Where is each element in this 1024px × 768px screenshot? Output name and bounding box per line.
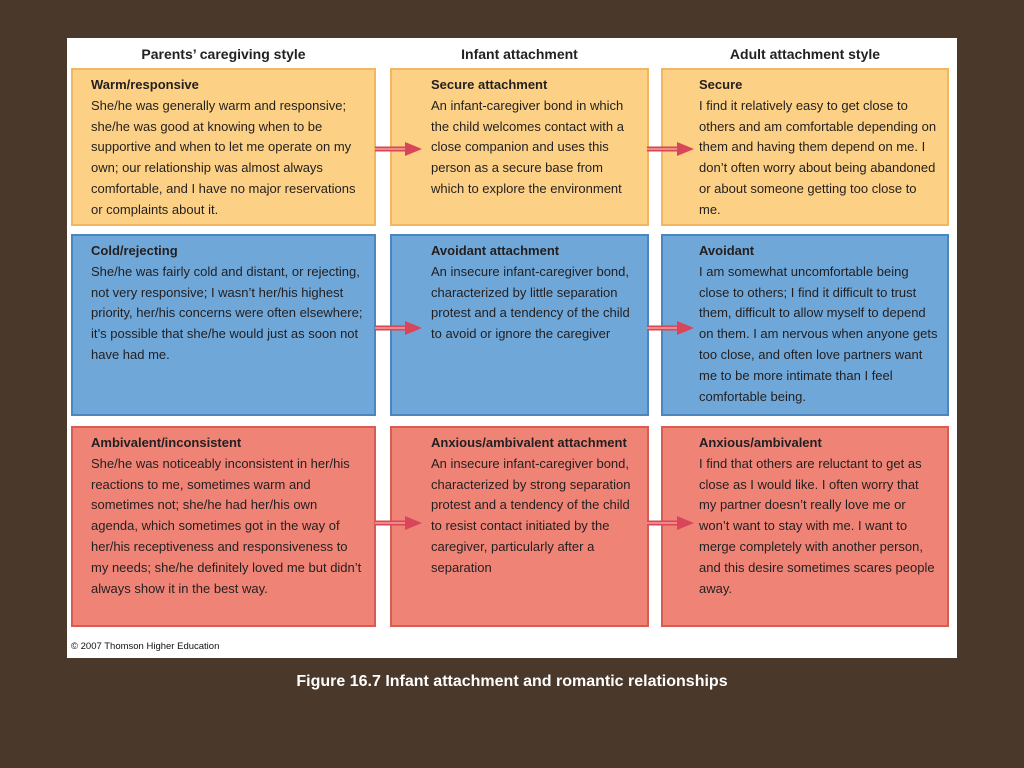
arrow-right-icon [375, 320, 423, 336]
box-body: I find that others are reluctant to get as close as I would like. I often worry that my partner doesn’t really love me or won’t want to stay with me. I want to merge completely with another person, and this desire sometimes scares people away. [699, 455, 935, 596]
header-infant-attachment: Infant attachment [461, 46, 578, 62]
box-body: She/he was generally warm and responsive; she/he was good at knowing when to be supportive and when to let me operate on my own; our relationship was almost always comfortable, and I have no major reservations or complaints about it. [91, 97, 356, 217]
header-parents-caregiving-style: Parents’ caregiving style [141, 46, 306, 62]
box-title: Avoidant [699, 243, 755, 258]
arrow-right-icon [375, 141, 423, 157]
box-title: Anxious/ambivalent attachment [431, 435, 627, 450]
box-ambivalent-inconsistent [71, 426, 376, 627]
box-title: Ambivalent/inconsistent [91, 435, 242, 450]
box-avoidant-attachment [390, 234, 649, 416]
box-warm-responsive [71, 68, 376, 226]
box-body: I am somewhat uncomfortable being close to others; I find it difficult to trust them, difficult to allow myself to depend on them. I am nervous when anyone gets too close, and often love partners want me to be more intimate than I feel comfortable being. [699, 263, 938, 404]
figure-panel [67, 38, 957, 658]
box-title: Anxious/ambivalent [699, 435, 822, 450]
header-adult-attachment-style: Adult attachment style [729, 46, 881, 62]
box-body: I find it relatively easy to get close to others and am comfortable depending on them and having them depend on me. I don’t often worry about being abandoned or about someone getting too close to me. [699, 97, 937, 217]
box-body: She/he was fairly cold and distant, or rejecting, not very responsive; I wasn’t her/his highest priority, her/his concerns were often elsewhere; it’s possible that she/he would just as soon not have had me. [91, 263, 363, 362]
box-anxious-ambivalent-attachment [390, 426, 649, 627]
box-cold-rejecting [71, 234, 376, 416]
box-body: An infant-caregiver bond in which the child welcomes contact with a close companion and uses this person as a secure base from which to explore the environment [431, 97, 624, 196]
arrow-right-icon [375, 515, 423, 531]
arrow-right-icon [647, 320, 695, 336]
box-secure-adult [661, 68, 949, 226]
box-title: Secure [699, 77, 743, 92]
box-anxious-ambivalent-adult [661, 426, 949, 627]
box-title: Warm/responsive [91, 77, 199, 92]
arrow-right-icon [647, 515, 695, 531]
box-title: Cold/rejecting [91, 243, 178, 258]
box-title: Secure attachment [431, 77, 548, 92]
arrow-right-icon [647, 141, 695, 157]
box-body: She/he was noticeably inconsistent in her/his reactions to me, sometimes warm and sometimes not; she/he had her/his own agenda, which sometimes got in the way of her/his receptiveness and responsiveness to my needs; she/he definitely loved me but didn’t always show it in the best way. [91, 455, 362, 596]
figure-caption: Figure 16.7 Infant attachment and romantic relationships [296, 673, 728, 690]
box-title: Avoidant attachment [431, 243, 560, 258]
box-secure-attachment [390, 68, 649, 226]
copyright-notice: © 2007 Thomson Higher Education [71, 641, 220, 652]
box-body: An insecure infant-caregiver bond, characterized by strong separation protest and a tendency of the child to resist contact initiated by the caregiver, particularly after a separation [431, 455, 631, 575]
box-body: An insecure infant-caregiver bond, characterized by little separation protest and a tendency of the child to avoid or ignore the caregiver [431, 263, 630, 342]
box-avoidant-adult [661, 234, 949, 416]
